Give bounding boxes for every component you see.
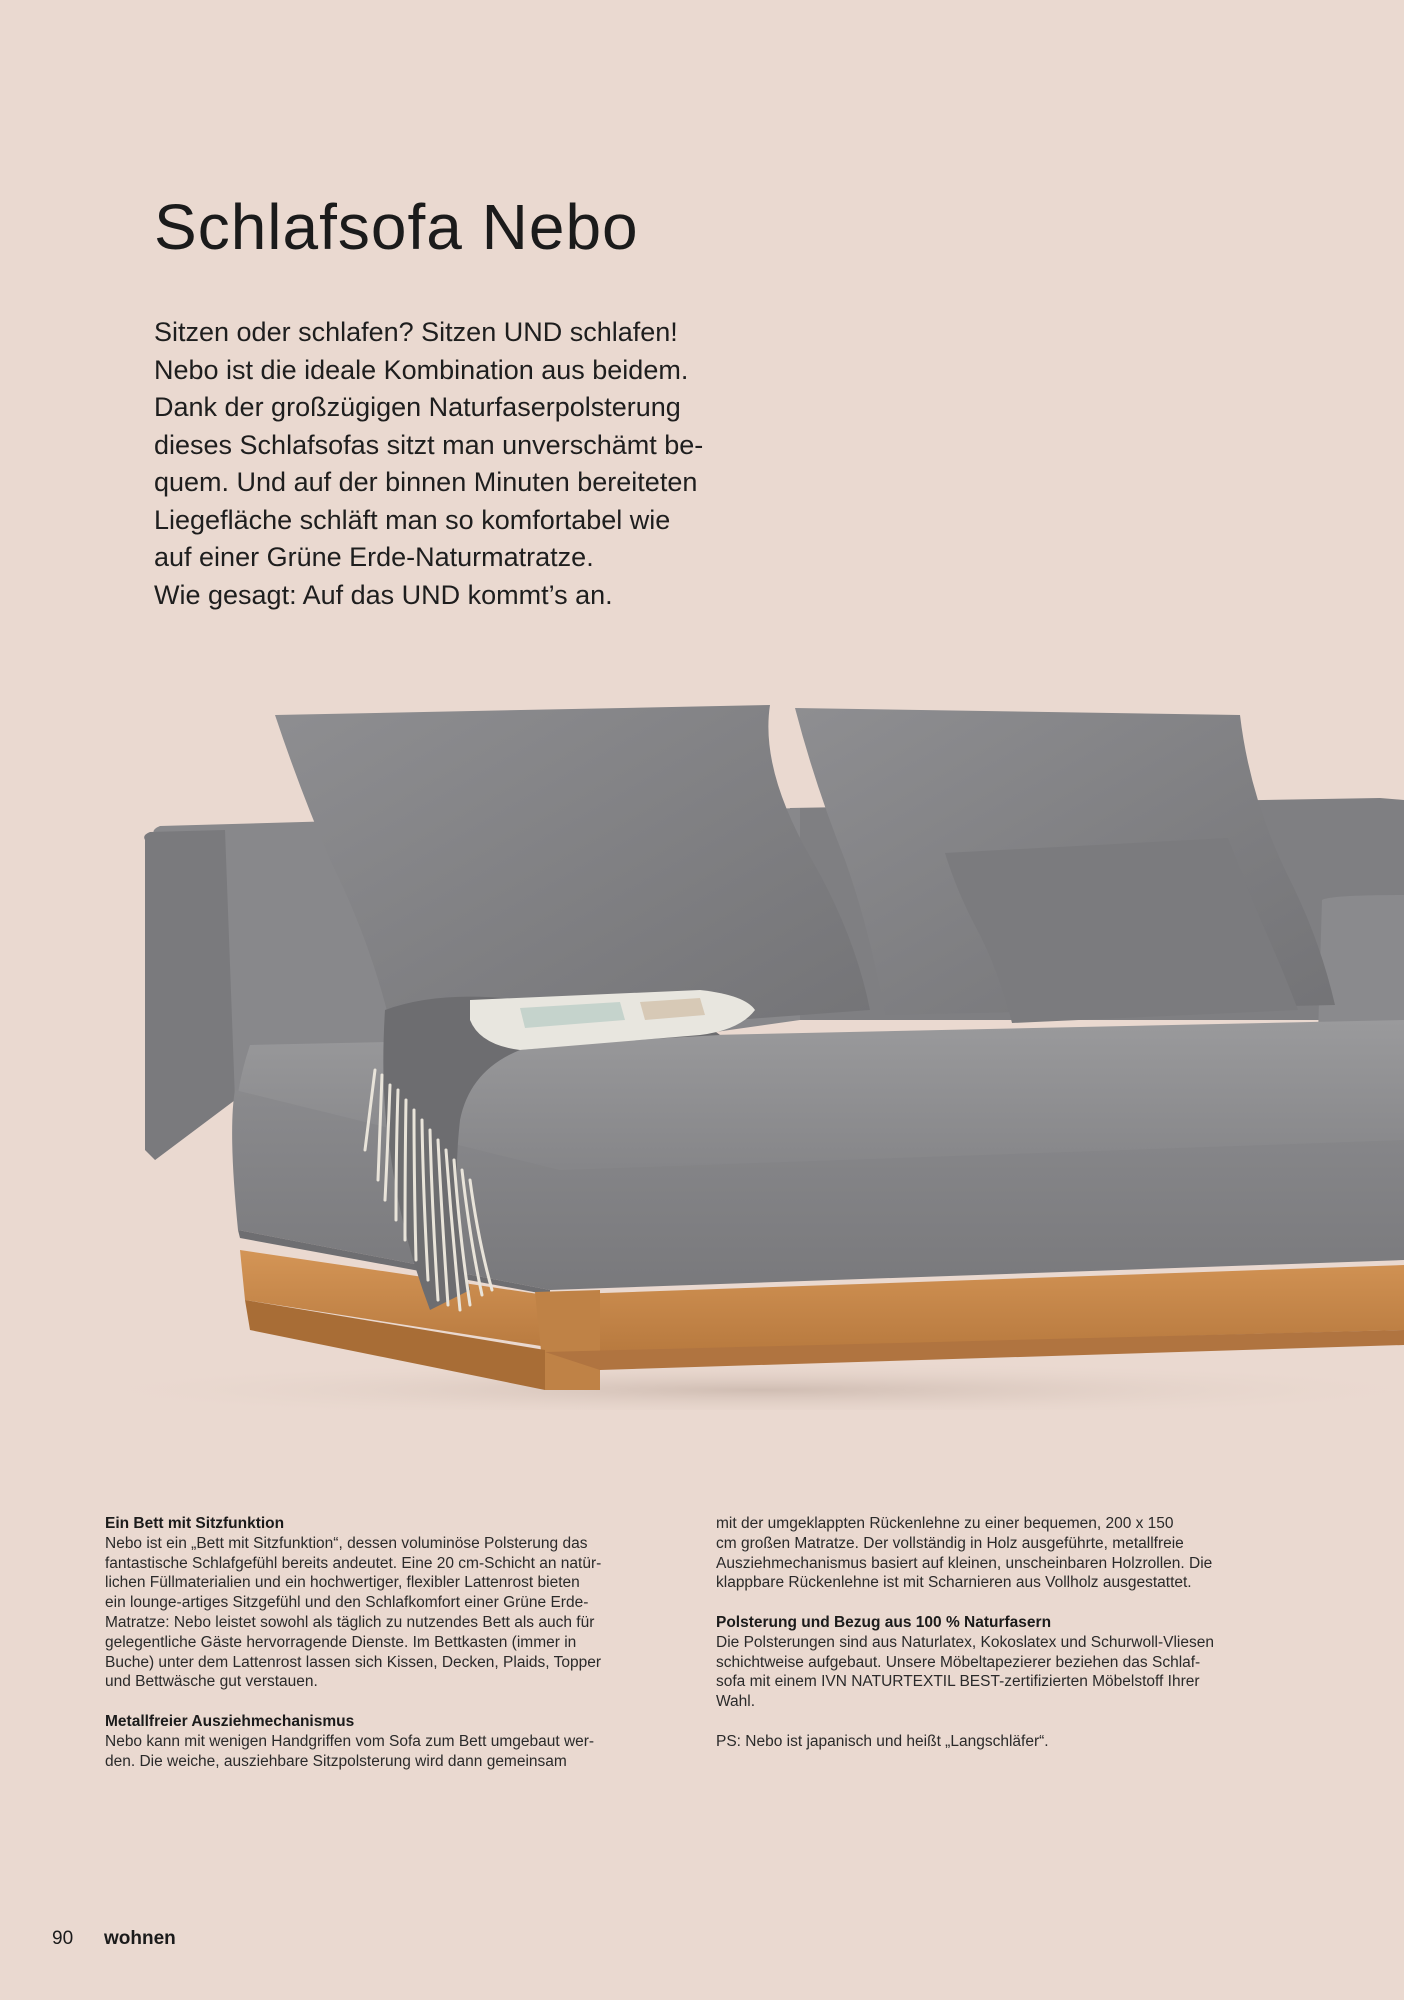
body-line: cm großen Matratze. Der vollständig in Holz ausgeführte, metallfreie [716,1534,1184,1552]
lead-paragraph [154,314,814,614]
body-line: fantastische Schlafgefühl bereits andeutet. Eine 20 cm-Schicht an natür- [105,1554,602,1572]
lead-line: Nebo ist die ideale Kombination aus beidem. [154,354,689,385]
body-line: gelegentliche Gäste hervorragende Dienste. Im Bettkasten (immer in [105,1633,577,1651]
section-heading: Ein Bett mit Sitzfunktion [105,1515,285,1532]
body-line: Die Polsterungen sind aus Naturlatex, Kokoslatex und Schurwoll-Vliesen [716,1633,1214,1651]
body-line: Matratze: Nebo leistet sowohl als täglich zu nutzendes Bett als auch für [105,1613,595,1631]
body-line: Nebo ist ein „Bett mit Sitzfunktion“, dessen voluminöse Polsterung das [105,1534,588,1552]
lead-line: Wie gesagt: Auf das UND kommt’s an. [154,579,613,610]
body-line: schichtweise aufgebaut. Unsere Möbeltapezierer beziehen das Schlaf- [716,1653,1201,1671]
lead-line: quem. Und auf der binnen Minuten bereiteten [154,467,698,497]
body-line: klappbare Rückenlehne ist mit Scharnieren aus Vollholz ausgestattet. [716,1574,1192,1592]
body-line: sofa mit einem IVN NATURTEXTIL BEST-zertifizierten Möbelstoff Ihrer [716,1673,1200,1691]
body-line: und Bettwäsche gut verstauen. [105,1673,318,1691]
sofa-right-arm [1318,895,1404,1035]
body-line: lichen Füllmaterialien und ein hochwertiger, flexibler Lattenrost bieten [105,1574,580,1592]
page-title: Schlafsofa Nebo [154,191,639,263]
text-column-right [716,1514,1301,1752]
page-number: 90 [52,1928,74,1949]
lead-line: auf einer Grüne Erde-Naturmatratze. [154,542,594,572]
floor-shadow [60,1360,1404,1410]
lead-line: dieses Schlafsofas sitzt man unverschämt be- [154,429,704,460]
lead-line: Liegefläche schläft man so komfortabel wie [154,504,671,535]
section-heading: Metallfreier Ausziehmechanismus [105,1712,355,1730]
body-line: ein lounge-artiges Sitzgefühl und den Schlafkomfort einer Grüne Erde- [105,1594,589,1612]
body-line: Buche) unter dem Lattenrost lassen sich Kissen, Decken, Plaids, Topper [105,1653,601,1671]
body-line: Nebo kann mit wenigen Handgriffen vom Sofa zum Bett umgebaut wer- [105,1732,595,1750]
lead-line: Dank der großzügigen Naturfaserpolsterung [154,392,681,422]
section-heading: Polsterung und Bezug aus 100 % Naturfasern [716,1613,1052,1631]
body-line: den. Die weiche, ausziehbare Sitzpolsterung wird dann gemeinsam [105,1752,567,1770]
sofa-left-arm-front [144,830,235,1160]
body-line: Ausziehmechanismus basiert auf kleinen, unscheinbaren Holzrollen. Die [716,1554,1213,1572]
text-column-left [105,1514,690,1771]
body-line: mit der umgeklappten Rückenlehne zu einer bequemen, 200 x 150 [716,1515,1174,1532]
section-label: wohnen [104,1928,176,1949]
lead-line: Sitzen oder schlafen? Sitzen UND schlafen! [154,317,678,347]
postscript: PS: Nebo ist japanisch und heißt „Langschläfer“. [716,1732,1049,1750]
page-footer [52,1928,176,1950]
sofa-photo [0,690,1404,1410]
body-line: Wahl. [716,1693,756,1711]
